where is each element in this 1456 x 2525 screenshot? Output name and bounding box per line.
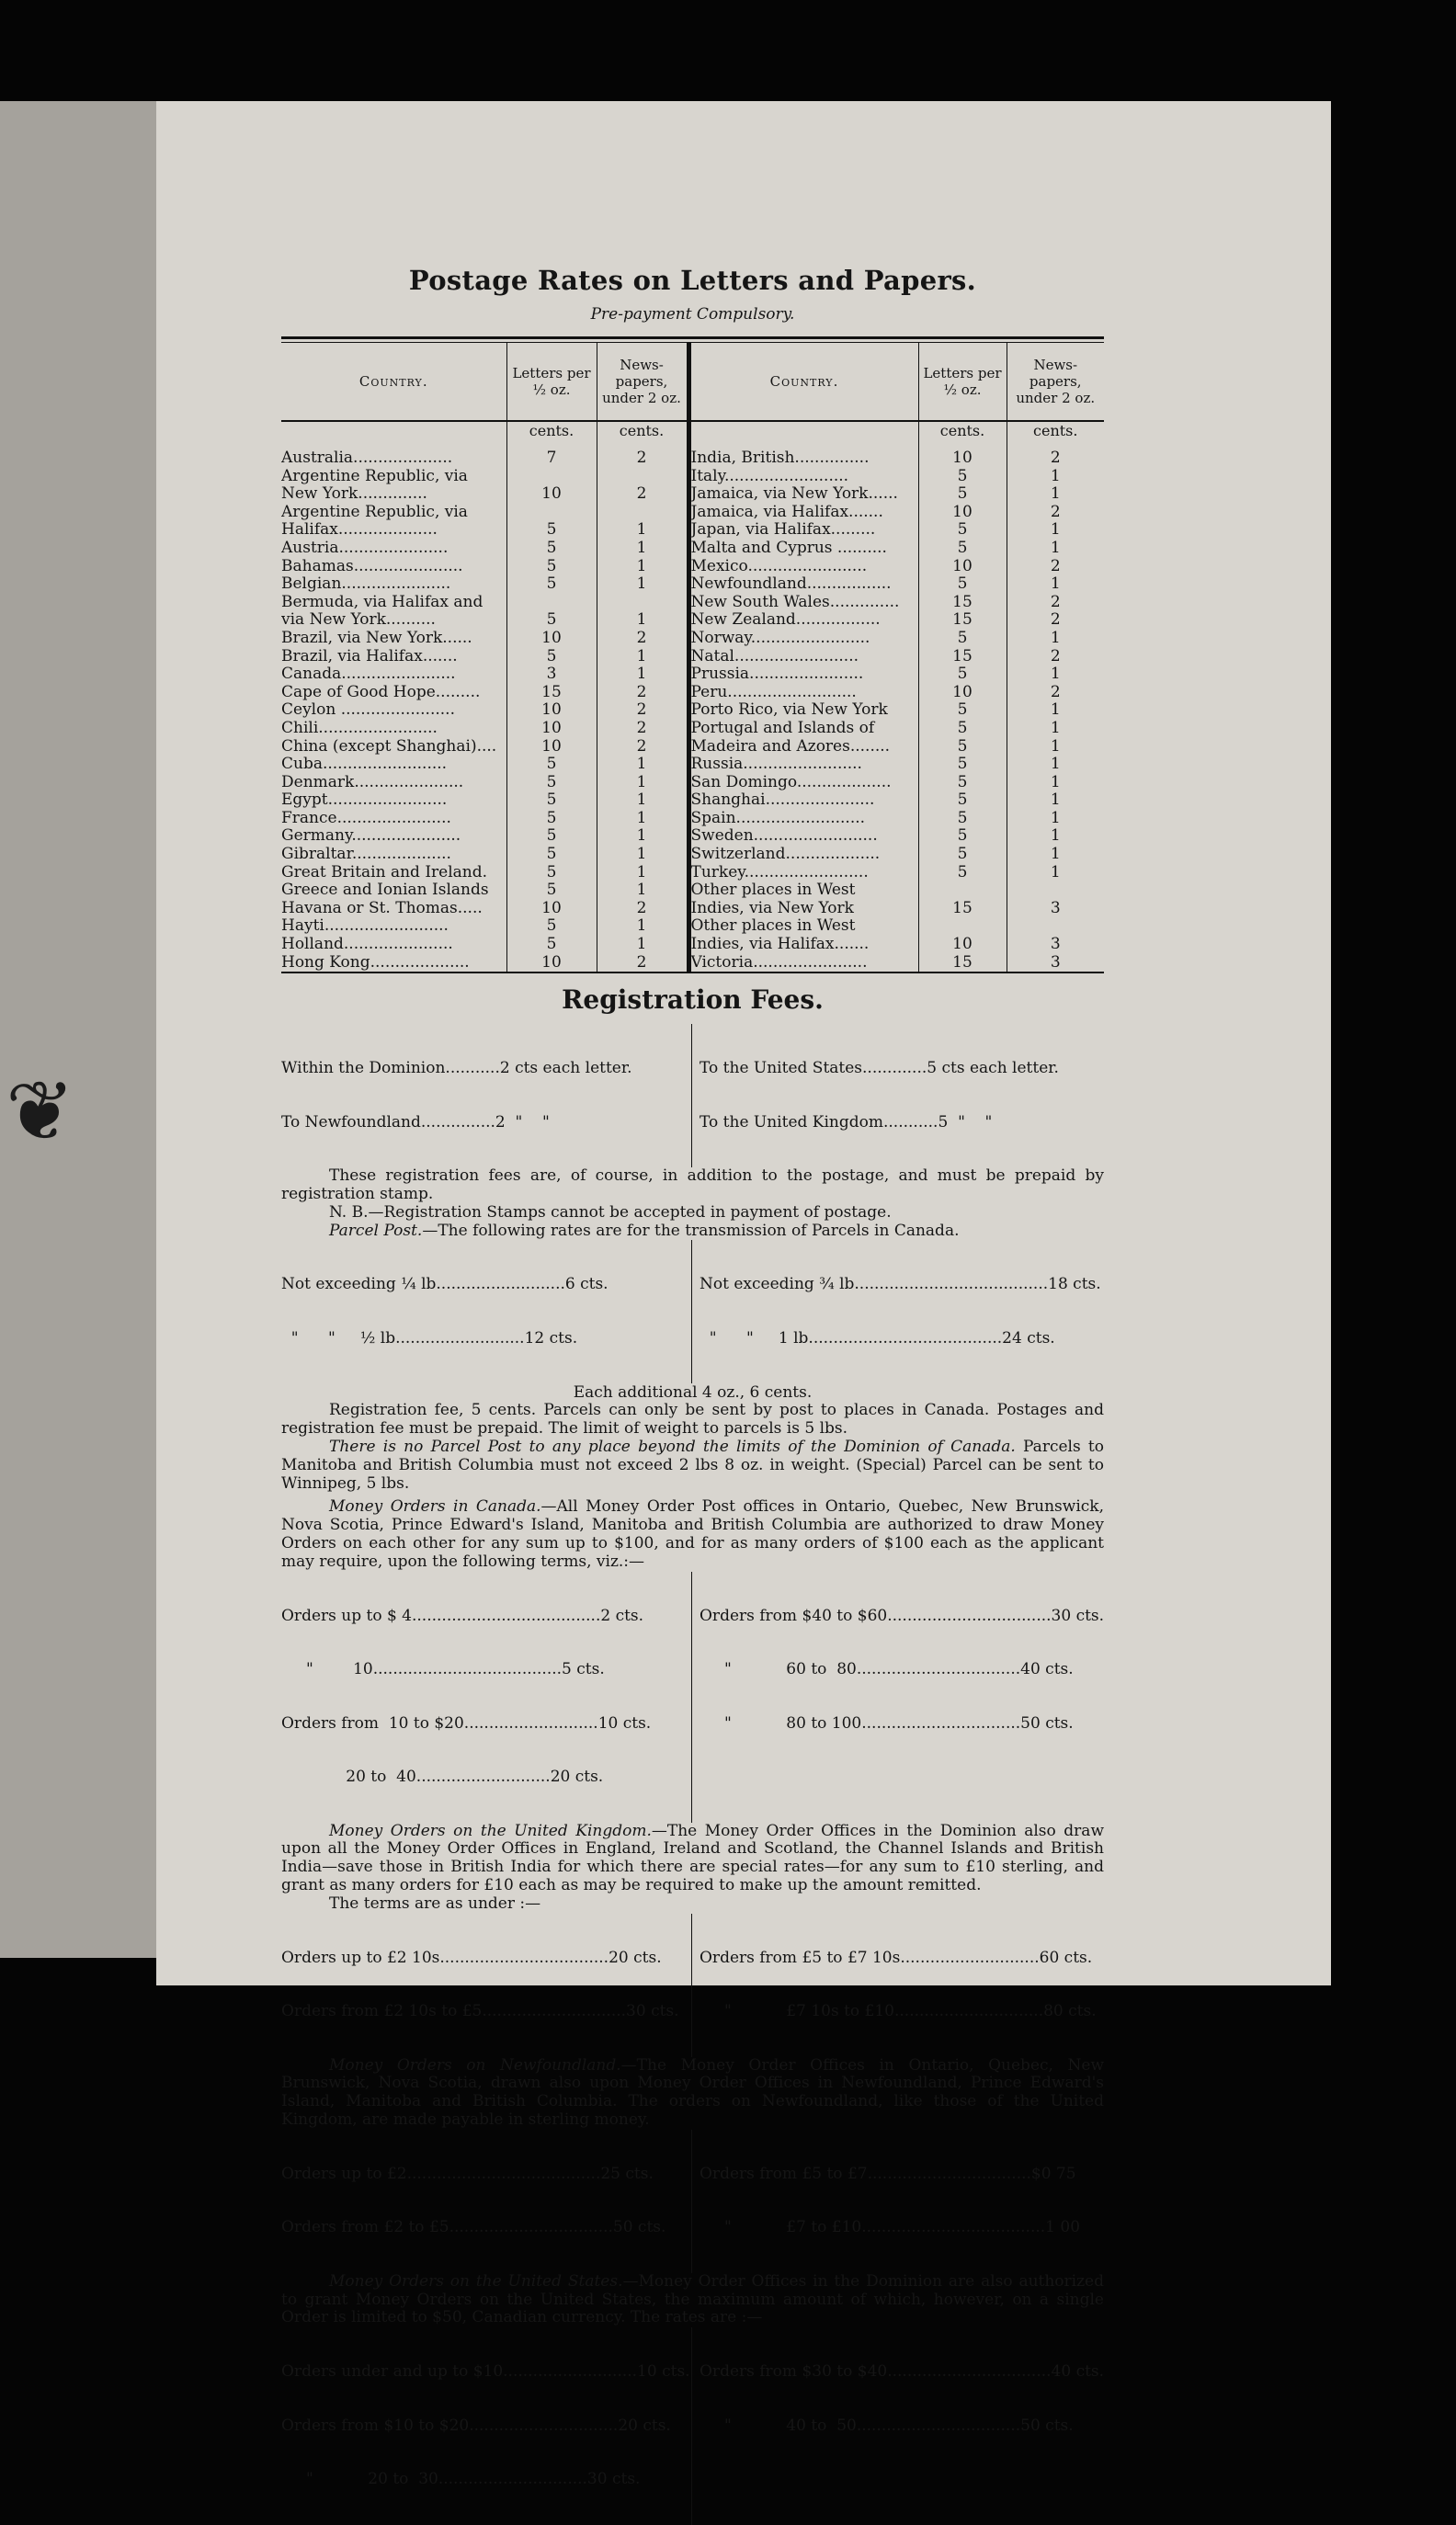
parcel-line: " " 1 lb.......................................24 cts. (700, 1328, 1055, 1348)
left-country-cell: Ceylon ....................... (281, 701, 506, 720)
right-letters-cell: 5 (918, 540, 1007, 558)
unit-label: cents. (506, 421, 597, 449)
right-country-cell: Other places in West (688, 917, 918, 936)
registration-note: These registration fees are, of course, in addition to the postage, and must be prepaid by registration stamp. (281, 1166, 1104, 1204)
right-letters-cell: 5 (918, 791, 1007, 810)
table-row (281, 575, 1104, 594)
left-newspapers-cell: 1 (597, 791, 688, 810)
unit-label: cents. (918, 421, 1007, 449)
mo-uk-terms: The terms are as under :— (329, 1894, 541, 1913)
rate-line: Orders up to £2 10s..................................20 cts. (281, 1948, 662, 1967)
left-country-cell: Hong Kong.................... (281, 954, 506, 973)
right-country-cell: Prussia....................... (688, 665, 918, 684)
rate-line: Orders from £5 to £7 10s............................60 cts. (700, 1948, 1093, 1967)
left-newspapers-cell (597, 594, 688, 612)
page-title: Postage Rates on Letters and Papers. (408, 265, 977, 296)
right-newspapers-cell: 2 (1050, 503, 1061, 521)
right-country-cell: Porto Rico, via New York (688, 701, 918, 720)
fees-right (692, 1024, 1104, 1167)
double-rule (281, 336, 1104, 343)
left-country-cell: Argentine Republic, via (281, 468, 506, 486)
right-country-cell: Jamaica, via New York...... (688, 485, 918, 504)
table-row (281, 558, 1104, 576)
right-newspapers-cell: 1 (1050, 863, 1061, 881)
left-newspapers-cell: 2 (597, 449, 688, 468)
postage-rates-table (281, 343, 1104, 979)
mo-nf-left (281, 2130, 692, 2273)
right-country-cell: Japan, via Halifax......... (688, 521, 918, 540)
left-letters-cell: 10 (506, 954, 597, 973)
right-newspapers-cell: 3 (1050, 899, 1061, 917)
fees-left (281, 1024, 692, 1167)
right-newspapers-cell: 2 (1050, 593, 1061, 611)
left-letters-cell: 5 (506, 540, 597, 558)
table-row (281, 954, 1104, 973)
right-letters-cell: 5 (918, 864, 1007, 882)
rate-line: " 20 to 30..............................30 cts. (281, 2470, 641, 2489)
left-newspapers-cell: 1 (597, 665, 688, 684)
right-letters-cell: 15 (918, 900, 1007, 918)
table-header-row (281, 343, 1104, 421)
table-row (281, 881, 1104, 900)
table-row (281, 738, 1104, 756)
table-row (281, 485, 1104, 504)
right-letters-cell: 5 (918, 774, 1007, 792)
right-letters-cell: 15 (918, 954, 1007, 973)
table-row (281, 936, 1104, 954)
left-country-cell: Hayti......................... (281, 917, 506, 936)
left-country-cell: Australia.................... (281, 449, 506, 468)
right-newspapers-cell: 1 (1050, 521, 1061, 540)
right-country-cell: Russia........................ (688, 756, 918, 774)
rate-line: Orders from 10 to $20...........................10 cts. (281, 1713, 652, 1733)
right-letters-cell: 10 (918, 449, 1007, 468)
table-row (281, 720, 1104, 738)
left-letters-cell: 3 (506, 665, 597, 684)
parcel-post-intro (281, 1223, 1104, 1241)
left-country-cell: Havana or St. Thomas..... (281, 900, 506, 918)
fee-line: To the United States.............5 cts each letter. (700, 1059, 1059, 1078)
left-country-cell: Argentine Republic, via (281, 504, 506, 522)
left-country-cell: Denmark...................... (281, 774, 506, 792)
right-letters-cell: 5 (918, 521, 1007, 540)
right-country-cell: India, British............... (688, 449, 918, 468)
table-row (281, 864, 1104, 882)
right-letters-cell: 5 (918, 630, 1007, 648)
right-country-cell: Other places in West (688, 881, 918, 900)
right-newspapers-cell: 3 (1050, 936, 1061, 954)
left-letters-cell: 5 (506, 575, 597, 594)
left-letters-cell: 10 (506, 720, 597, 738)
mo-canada-text: —All Money Order Post offices in Ontario, Quebec, New Brunswick, Nova Scotia, Prince Edward's Island, Manitoba and British Columbia are authorized to draw Money Orders on each other for any sum up to $100, and for as many orders of $100 each as the applicant may require, upon the following terms, viz.:— (281, 1497, 1104, 1571)
right-country-cell: Switzerland................... (688, 846, 918, 864)
left-letters-cell: 5 (506, 774, 597, 792)
right-letters-cell: 15 (918, 611, 1007, 630)
left-country-cell: New York.............. (281, 485, 506, 504)
left-newspapers-cell: 1 (597, 864, 688, 882)
parcel-left (281, 1240, 692, 1383)
rate-line: Orders from £2 to £5.................................50 cts. (281, 2218, 666, 2237)
parcel-additional: Each additional 4 oz., 6 cents. (573, 1383, 813, 1403)
right-letters-cell: 5 (918, 575, 1007, 594)
left-newspapers-cell: 1 (597, 575, 688, 594)
mo-canada-right (692, 1572, 1104, 1823)
page-subtitle: Pre-payment Compulsory. (590, 305, 795, 324)
right-letters-cell (918, 917, 1007, 936)
left-newspapers-cell: 1 (597, 917, 688, 936)
ornament-icon: ❦ (6, 1063, 75, 1160)
right-letters-cell: 10 (918, 684, 1007, 702)
left-letters-cell: 5 (506, 810, 597, 828)
table-row (281, 504, 1104, 522)
table-row (281, 791, 1104, 810)
parcel-line: Not exceeding ¾ lb.......................................18 cts. (700, 1275, 1101, 1294)
header-country-left: Country. (281, 343, 506, 421)
left-newspapers-cell: 1 (597, 648, 688, 666)
left-letters-cell: 5 (506, 791, 597, 810)
left-letters-cell: 5 (506, 827, 597, 846)
right-letters-cell: 15 (918, 594, 1007, 612)
table-row (281, 774, 1104, 792)
parcel-right (692, 1240, 1104, 1383)
left-letters-cell: 10 (506, 738, 597, 756)
left-letters-cell: 5 (506, 648, 597, 666)
table-row (281, 611, 1104, 630)
registration-fees (281, 1024, 1104, 1167)
table-row (281, 701, 1104, 720)
table-row (281, 665, 1104, 684)
mo-us-text: —Money Order Offices in the Dominion are also authorized to grant Money Orders on the United States, the maximum amount of which, however, on a single Order is limited to $50, Canadian currency. The rates are :— (281, 2271, 1105, 2327)
parcel-line: Not exceeding ¼ lb..........................6 cts. (281, 1275, 609, 1294)
table-row (281, 917, 1104, 936)
left-newspapers-cell: 1 (597, 810, 688, 828)
left-letters-cell (506, 504, 597, 522)
right-country-cell: Malta and Cyprus .......... (688, 540, 918, 558)
right-letters-cell: 5 (918, 665, 1007, 684)
left-newspapers-cell: 1 (597, 936, 688, 954)
left-newspapers-cell: 2 (597, 630, 688, 648)
right-country-cell: Shanghai...................... (688, 791, 918, 810)
rate-line: " 40 to 50.................................50 cts. (700, 2416, 1074, 2435)
left-newspapers-cell: 1 (597, 521, 688, 540)
rate-line: Orders from $30 to $40.................................40 cts. (700, 2362, 1104, 2382)
right-newspapers-cell: 1 (1050, 846, 1061, 864)
right-newspapers-cell: 1 (1050, 809, 1061, 827)
right-country-cell: San Domingo................... (688, 774, 918, 792)
parcel-line: " " ½ lb..........................12 cts. (281, 1328, 578, 1348)
rate-line: Orders from £5 to £7.................................$0 75 (700, 2164, 1076, 2183)
right-letters-cell (918, 881, 1007, 900)
mo-nf-label: Money Orders on Newfoundland. (329, 2055, 621, 2075)
table-row (281, 449, 1104, 468)
left-country-cell: Bahamas...................... (281, 558, 506, 576)
parcel-post-text: —The following rates are for the transmission of Parcels in Canada. (422, 1221, 960, 1240)
left-letters-cell (506, 594, 597, 612)
left-country-cell: Greece and Ionian Islands (281, 881, 506, 900)
right-country-cell: Portugal and Islands of (688, 720, 918, 738)
right-letters-cell: 5 (918, 827, 1007, 846)
rate-line: Orders under and up to $10...........................10 cts. (281, 2362, 690, 2382)
registration-title: Registration Fees. (562, 984, 824, 1016)
left-letters-cell: 10 (506, 900, 597, 918)
right-newspapers-cell (1007, 881, 1104, 900)
left-country-cell: China (except Shanghai).... (281, 738, 506, 756)
mo-nf-rates (281, 2130, 1104, 2273)
fee-line: To Newfoundland...............2 " " (281, 1112, 550, 1132)
left-letters-cell: 5 (506, 917, 597, 936)
left-newspapers-cell: 2 (597, 738, 688, 756)
mo-canada-left (281, 1572, 692, 1823)
right-newspapers-cell: 1 (1050, 791, 1061, 810)
rate-line: " 60 to 80.................................40 cts. (700, 1660, 1074, 1679)
rate-line: Orders up to £2.......................................25 cts. (281, 2164, 654, 2183)
mo-uk-right (692, 1914, 1104, 2057)
left-newspapers-cell: 1 (597, 558, 688, 576)
table-row (281, 540, 1104, 558)
right-newspapers-cell: 1 (1050, 719, 1061, 737)
left-letters-cell: 5 (506, 881, 597, 900)
mo-us-label: Money Orders on the United States. (329, 2271, 623, 2291)
parcel-paragraph: Registration fee, 5 cents. Parcels can only be sent by post to places in Canada. Postages and registration fee must be prepaid. The limit of weight to parcels is 5 lbs. (281, 1401, 1104, 1439)
left-letters-cell: 15 (506, 684, 597, 702)
mo-uk-left (281, 1914, 692, 2057)
table-row (281, 594, 1104, 612)
units-row (281, 421, 1104, 449)
parcel-limits-text: Parcels to Manitoba and British Columbia must not exceed 2 lbs 8 oz. in weight. (Special) Parcel can be sent to Winnipeg, 5 lbs. (281, 1438, 1104, 1493)
left-country-cell: Gibraltar.................... (281, 846, 506, 864)
parcel-limits-italic: There is no Parcel Post to any place beyond the limits of the Dominion of Canada. (329, 1438, 1016, 1456)
left-newspapers-cell: 2 (597, 900, 688, 918)
left-country-cell: Chili........................ (281, 720, 506, 738)
right-newspapers-cell (1007, 917, 1104, 936)
page-content (281, 265, 1104, 2525)
left-country-cell: Belgian...................... (281, 575, 506, 594)
header-letters-left: Letters per ½ oz. (506, 343, 597, 421)
mo-uk-paragraph (281, 1823, 1104, 1895)
table-row (281, 648, 1104, 666)
right-country-cell: Victoria....................... (688, 954, 918, 973)
right-country-cell: Indies, via Halifax....... (688, 936, 918, 954)
header-newspapers-left: News-papers, under 2 oz. (597, 343, 688, 421)
right-newspapers-cell: 1 (1050, 467, 1061, 485)
left-newspapers-cell: 1 (597, 611, 688, 630)
left-letters-cell: 10 (506, 701, 597, 720)
right-letters-cell: 5 (918, 846, 1007, 864)
right-letters-cell: 5 (918, 468, 1007, 486)
left-newspapers-cell: 2 (597, 684, 688, 702)
right-country-cell: Indies, via New York (688, 900, 918, 918)
right-newspapers-cell: 1 (1050, 737, 1061, 756)
mo-nf-right (692, 2130, 1104, 2273)
left-country-cell: Holland...................... (281, 936, 506, 954)
mo-us-paragraph (281, 2273, 1104, 2327)
rate-line: 20 to 40...........................20 cts. (281, 1768, 604, 1787)
right-country-cell: Newfoundland................. (688, 575, 918, 594)
mo-nf-text: —The Money Order Offices in Ontario, Quebec, New Brunswick, Nova Scotia, drawn also upon Money Order Offices in Newfoundland, Prince Edward's Island, Manitoba and British Columbia. The orders on Newfoundland, like those of the United Kingdom, are made payable in sterling money. (281, 2055, 1104, 2129)
scanned-page (156, 101, 1331, 2489)
nb-note: N. B.—Registration Stamps cannot be accepted in payment of postage. (329, 1202, 892, 1222)
right-country-cell: Natal......................... (688, 648, 918, 666)
left-newspapers-cell: 1 (597, 827, 688, 846)
right-country-cell: Norway........................ (688, 630, 918, 648)
header-country-right: Country. (688, 343, 918, 421)
left-letters-cell: 10 (506, 485, 597, 504)
right-newspapers-cell: 2 (1050, 647, 1061, 665)
right-country-cell: Peru.......................... (688, 684, 918, 702)
left-letters-cell (506, 468, 597, 486)
right-country-cell: Jamaica, via Halifax....... (688, 504, 918, 522)
right-newspapers-cell: 2 (1050, 557, 1061, 575)
left-newspapers-cell: 1 (597, 774, 688, 792)
mo-uk-text: —The Money Order Offices in the Dominion also draw upon all the Money Order Offices in England, Ireland and Scotland, the Channel Islands and British India—save those in British India for which there are special rates—for any sum to £10 sterling, and grant as many orders for £10 each as may be required to make up the amount remitted. (281, 1821, 1104, 1894)
right-newspapers-cell: 1 (1050, 575, 1061, 594)
adjacent-page-strip (0, 101, 167, 1958)
right-letters-cell: 5 (918, 701, 1007, 720)
left-newspapers-cell: 1 (597, 846, 688, 864)
left-newspapers-cell (597, 504, 688, 522)
left-newspapers-cell: 2 (597, 954, 688, 973)
left-letters-cell: 5 (506, 936, 597, 954)
mo-uk-rates (281, 1914, 1104, 2057)
rate-line: " 10......................................5 cts. (281, 1660, 605, 1679)
right-newspapers-cell: 2 (1050, 449, 1061, 467)
rate-line: " £7 to £10.....................................1 00 (700, 2218, 1081, 2237)
right-country-cell: New South Wales.............. (688, 594, 918, 612)
left-country-cell: Cape of Good Hope......... (281, 684, 506, 702)
parcel-limits (281, 1439, 1104, 1493)
right-letters-cell: 15 (918, 648, 1007, 666)
left-letters-cell: 5 (506, 611, 597, 630)
right-letters-cell: 5 (918, 756, 1007, 774)
right-newspapers-cell: 1 (1050, 827, 1061, 846)
rate-line: Orders up to $ 4......................................2 cts. (281, 1606, 644, 1625)
left-country-cell: Germany...................... (281, 827, 506, 846)
right-letters-cell: 5 (918, 810, 1007, 828)
table-row (281, 900, 1104, 918)
left-country-cell: Brazil, via Halifax....... (281, 648, 506, 666)
left-newspapers-cell: 2 (597, 720, 688, 738)
fee-line: To the United Kingdom...........5 " " (700, 1112, 993, 1132)
table-row (281, 827, 1104, 846)
right-newspapers-cell: 1 (1050, 539, 1061, 557)
right-newspapers-cell: 1 (1050, 701, 1061, 720)
table-row (281, 630, 1104, 648)
right-newspapers-cell: 1 (1050, 485, 1061, 504)
table-bottom-rule (281, 972, 1104, 979)
mo-uk-label: Money Orders on the United Kingdom. (329, 1821, 652, 1840)
mo-canada-label: Money Orders in Canada. (329, 1497, 541, 1517)
table-row (281, 756, 1104, 774)
right-letters-cell: 10 (918, 504, 1007, 522)
parcel-post-label: Parcel Post. (329, 1221, 423, 1240)
right-country-cell: Spain.......................... (688, 810, 918, 828)
left-letters-cell: 5 (506, 756, 597, 774)
left-newspapers-cell: 2 (597, 485, 688, 504)
right-letters-cell: 5 (918, 738, 1007, 756)
right-newspapers-cell: 1 (1050, 756, 1061, 774)
right-newspapers-cell: 1 (1050, 665, 1061, 684)
mo-us-left (281, 2327, 692, 2525)
rates-body (281, 449, 1104, 979)
left-letters-cell: 5 (506, 521, 597, 540)
right-letters-cell: 10 (918, 936, 1007, 954)
left-country-cell: Bermuda, via Halifax and (281, 594, 506, 612)
left-letters-cell: 5 (506, 846, 597, 864)
rate-line: Orders from £2 10s to £5.............................30 cts. (281, 2002, 679, 2021)
rate-line: " 80 to 100................................50 cts. (700, 1713, 1074, 1733)
right-letters-cell: 10 (918, 558, 1007, 576)
left-letters-cell: 5 (506, 864, 597, 882)
left-newspapers-cell: 1 (597, 756, 688, 774)
left-country-cell: Brazil, via New York...... (281, 630, 506, 648)
left-country-cell: Canada....................... (281, 665, 506, 684)
mo-us-right (692, 2327, 1104, 2525)
fee-line: Within the Dominion...........2 cts each letter. (281, 1059, 632, 1078)
left-country-cell: Great Britain and Ireland. (281, 864, 506, 882)
right-country-cell: Madeira and Azores........ (688, 738, 918, 756)
rate-line: Orders from $10 to $20..............................20 cts. (281, 2416, 671, 2435)
rate-line: Orders from $40 to $60.................................30 cts. (700, 1606, 1104, 1625)
right-country-cell: Mexico........................ (688, 558, 918, 576)
left-country-cell: Egypt........................ (281, 791, 506, 810)
table-row (281, 846, 1104, 864)
left-country-cell: Cuba......................... (281, 756, 506, 774)
right-newspapers-cell: 3 (1050, 953, 1061, 972)
table-row (281, 684, 1104, 702)
left-newspapers-cell (597, 468, 688, 486)
unit-label: cents. (597, 421, 688, 449)
header-newspapers-right: News-papers, under 2 oz. (1007, 343, 1104, 421)
left-country-cell: Austria...................... (281, 540, 506, 558)
unit-label: cents. (1033, 422, 1078, 439)
right-letters-cell: 5 (918, 720, 1007, 738)
mo-nf-paragraph (281, 2057, 1104, 2130)
left-country-cell: via New York.......... (281, 611, 506, 630)
left-country-cell: France....................... (281, 810, 506, 828)
left-newspapers-cell: 1 (597, 881, 688, 900)
right-letters-cell: 5 (918, 485, 1007, 504)
mo-canada-rates (281, 1572, 1104, 1823)
left-newspapers-cell: 1 (597, 540, 688, 558)
right-country-cell: New Zealand................. (688, 611, 918, 630)
right-newspapers-cell: 2 (1050, 611, 1061, 630)
mo-us-rates (281, 2327, 1104, 2525)
right-country-cell: Italy......................... (688, 468, 918, 486)
left-letters-cell: 7 (506, 449, 597, 468)
left-country-cell: Halifax.................... (281, 521, 506, 540)
right-country-cell: Sweden......................... (688, 827, 918, 846)
left-letters-cell: 10 (506, 630, 597, 648)
mo-canada-paragraph (281, 1498, 1104, 1571)
table-row (281, 810, 1104, 828)
right-newspapers-cell: 1 (1050, 629, 1061, 647)
header-letters-right: Letters per ½ oz. (918, 343, 1007, 421)
table-row (281, 468, 1104, 486)
right-country-cell: Turkey......................... (688, 864, 918, 882)
right-newspapers-cell: 1 (1050, 773, 1061, 791)
left-newspapers-cell: 2 (597, 701, 688, 720)
rate-line: " £7 10s to £10..............................80 cts. (700, 2002, 1097, 2021)
left-letters-cell: 5 (506, 558, 597, 576)
parcel-rates (281, 1240, 1104, 1383)
right-newspapers-cell: 2 (1050, 683, 1061, 701)
table-row (281, 521, 1104, 540)
